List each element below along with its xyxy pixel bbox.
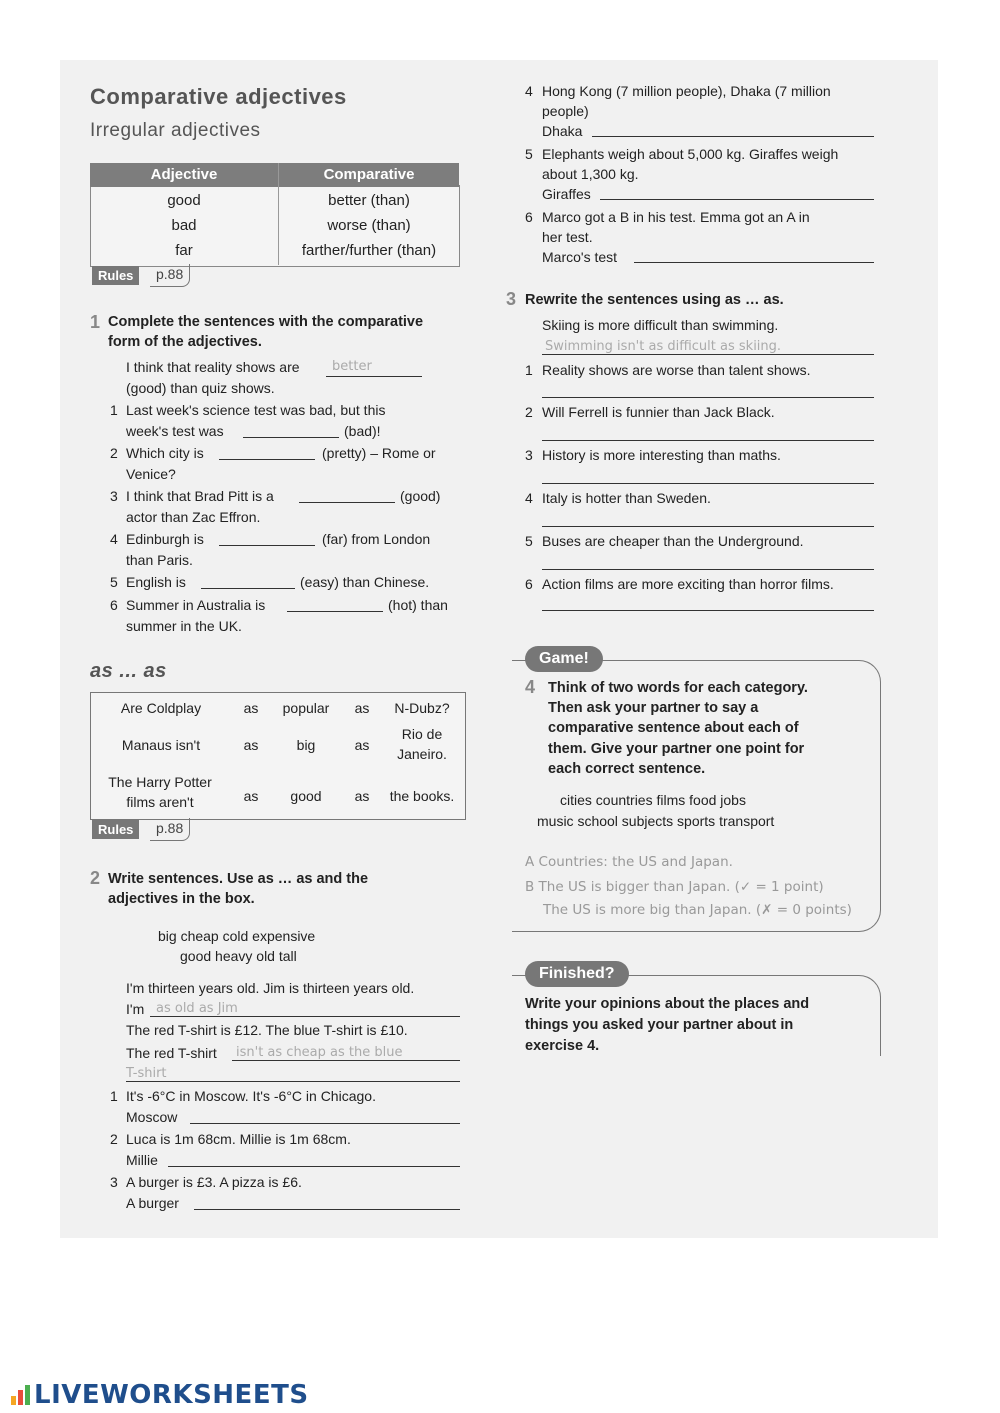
answer-blank[interactable] [190,1123,460,1124]
table-cell: better (than) [328,192,410,209]
exercise-instruction: things you asked your partner about in [525,1017,794,1033]
item-text: week's test was [126,423,224,439]
exercise-instruction: Write sentences. Use as … as and the [108,871,369,887]
item-number: 3 [110,488,118,504]
rules-badge: Rules [92,820,139,839]
item-text: (good) [400,488,441,504]
item-text: (hot) than [388,597,448,613]
table-cell: far [175,242,193,259]
word-box: good heavy old tall [180,948,297,964]
exercise-instruction: them. Give your partner one point for [548,741,805,757]
answer-blank[interactable] [194,1209,460,1210]
example-answer: T-shirt [126,1066,167,1081]
item-text: Last week's science test was bad, but this [126,402,386,418]
section-heading-as-as: as ... as [90,660,167,682]
item-number: 6 [525,209,533,225]
example-answer: as old as Jim [156,1001,238,1016]
item-text: (far) from London [322,531,431,547]
page-subtitle: Irregular adjectives [90,120,261,141]
item-text: Marco got a B in his test. Emma got an A in [542,209,810,225]
item-text: summer in the UK. [126,618,242,634]
dialogue-line: The US is more big than Japan. (✗ = 0 points) [543,902,852,918]
answer-blank[interactable] [634,262,874,263]
exercise-instruction: exercise 4. [525,1038,600,1054]
table-cell: worse (than) [327,217,411,234]
item-text: Hong Kong (7 million people), Dhaka (7 million [542,83,831,99]
item-text: I think that Brad Pitt is a [126,488,274,504]
answer-blank[interactable] [542,610,874,611]
item-number: 1 [110,402,118,418]
item-text: than Paris. [126,552,193,568]
table-cell: bad [171,217,197,234]
rules-page-ref: p.88 [150,818,190,841]
dialogue-line: B The US is bigger than Japan. (✓ = 1 point) [525,879,824,895]
rules-page-ref: p.88 [150,264,190,287]
answer-line [542,354,874,355]
table-cell: farther/further (than) [301,242,437,259]
item-number: 5 [110,574,118,590]
dialogue-line: A Countries: the US and Japan. [525,854,733,870]
exercise-number: 2 [90,868,101,888]
answer-blank[interactable] [287,611,383,612]
example-answer: isn't as cheap as the blue [236,1045,403,1060]
item-text: Italy is hotter than Sweden. [542,490,711,506]
item-text: Elephants weigh about 5,000 kg. Giraffes weigh [542,146,839,162]
as-as-cell: big [296,737,316,753]
item-text: Millie [126,1152,158,1168]
as-as-cell: Manaus isn't [121,737,201,753]
as-as-cell: the books. [389,788,455,804]
item-text: Moscow [126,1109,178,1125]
item-text: History is more interesting than maths. [542,447,781,463]
category-words: music school subjects sports transport [537,813,775,829]
item-text: people) [542,103,589,119]
item-number: 4 [525,490,533,506]
logo-text: LIVEWORKSHEETS [34,1380,309,1410]
item-text: Reality shows are worse than talent shows. [542,362,811,378]
as-as-cell: as [243,737,259,753]
as-as-cell: Rio de [401,726,443,742]
as-as-cell: as [354,737,370,753]
exercise-number: 4 [525,677,536,697]
item-text: A burger [126,1195,179,1211]
as-as-cell: Janeiro. [397,746,447,762]
item-number: 6 [525,576,533,592]
table-cell: good [167,192,201,209]
item-text: A burger is £3. A pizza is £6. [126,1174,302,1190]
item-number: 2 [110,445,118,461]
as-as-cell: The Harry Potter [108,774,212,790]
table-header-comparative: Comparative [279,163,459,187]
item-text: (pretty) – Rome or [322,445,436,461]
as-as-cell: films aren't [126,794,194,810]
exercise-instruction: adjectives in the box. [108,891,255,907]
example-text: The red T-shirt [126,1045,217,1061]
item-number: 2 [525,404,533,420]
item-text: actor than Zac Effron. [126,509,261,525]
item-text: her test. [542,229,593,245]
example-text: I'm thirteen years old. Jim is thirteen years old. [126,980,415,996]
exercise-number: 3 [506,289,517,309]
item-text: Which city is [126,445,204,461]
item-text: Edinburgh is [126,531,204,547]
item-text: Venice? [126,466,176,482]
as-as-cell: as [243,700,259,716]
as-as-cell: good [290,788,322,804]
item-text: Action films are more exciting than horror films. [542,576,834,592]
exercise-instruction: Then ask your partner to say a [548,700,759,716]
as-as-cell: Are Coldplay [120,700,202,716]
item-number: 5 [525,146,533,162]
example-answer: better [332,359,372,374]
item-number: 6 [110,597,118,613]
exercise-instruction: Think of two words for each category. [548,680,808,696]
item-text: Buses are cheaper than the Underground. [542,533,804,549]
item-text: Luca is 1m 68cm. Millie is 1m 68cm. [126,1131,351,1147]
word-box: big cheap cold expensive [158,928,316,944]
item-number: 2 [110,1131,118,1147]
exercise-instruction: Complete the sentences with the comparative [108,314,424,330]
answer-blank[interactable] [201,588,295,589]
category-words: cities countries films food jobs [560,792,746,808]
as-as-cell: as [354,700,370,716]
as-as-cell: popular [282,700,330,716]
item-text: Summer in Australia is [126,597,266,613]
page-title: Comparative adjectives [90,84,347,109]
answer-blank[interactable] [243,437,339,438]
item-text: English is [126,574,186,590]
exercise-instruction: form of the adjectives. [108,334,262,350]
example-text: I think that reality shows are [126,359,300,375]
answer-blank[interactable] [600,199,874,200]
item-text: It's -6°C in Moscow. It's -6°C in Chicago. [126,1088,376,1104]
item-text: about 1,300 kg. [542,166,639,182]
answer-blank[interactable] [542,397,874,398]
item-text: Marco's test [542,249,618,265]
table-header-adjective: Adjective [90,163,278,187]
answer-blank[interactable] [219,545,315,546]
example-text: The red T-shirt is £12. The blue T-shirt is £10. [126,1022,408,1038]
answer-line [126,1081,460,1082]
rules-badge: Rules [92,266,139,285]
example-text: (good) than quiz shows. [126,380,275,396]
item-number: 1 [525,362,533,378]
item-number: 5 [525,533,533,549]
answer-blank[interactable] [542,526,874,527]
finished-pill: Finished? [525,961,629,987]
item-text: (bad)! [344,423,381,439]
answer-blank[interactable] [542,483,874,484]
item-number: 4 [110,531,118,547]
exercise-instruction: Write your opinions about the places and [525,996,810,1012]
answer-blank[interactable] [542,440,874,441]
logo-icon [10,1383,32,1405]
exercise-number: 1 [90,312,101,332]
item-text: Will Ferrell is funnier than Jack Black. [542,404,775,420]
answer-line [232,1060,460,1061]
as-as-cell: as [354,788,370,804]
answer-line [150,1016,460,1017]
answer-line [326,376,422,377]
answer-blank[interactable] [542,569,874,570]
item-text: Giraffes [542,186,591,202]
example-answer: Swimming isn't as difficult as skiing. [545,339,782,354]
answer-blank[interactable] [592,136,874,137]
answer-blank[interactable] [219,459,315,460]
item-number: 3 [525,447,533,463]
as-as-cell: N-Dubz? [394,700,450,716]
exercise-instruction: comparative sentence about each of [548,720,799,736]
example-text: Skiing is more difficult than swimming. [542,317,779,333]
answer-blank[interactable] [299,502,395,503]
liveworksheets-logo [10,1380,309,1410]
item-text: Dhaka [542,123,583,139]
example-text: I'm [126,1001,145,1017]
exercise-instruction: each correct sentence. [548,761,706,777]
exercise-instruction: Rewrite the sentences using as … as. [525,292,784,308]
item-number: 3 [110,1174,118,1190]
game-pill: Game! [525,646,603,672]
answer-blank[interactable] [168,1166,460,1167]
item-number: 1 [110,1088,118,1104]
item-number: 4 [525,83,533,99]
as-as-cell: as [243,788,259,804]
item-text: (easy) than Chinese. [300,574,430,590]
